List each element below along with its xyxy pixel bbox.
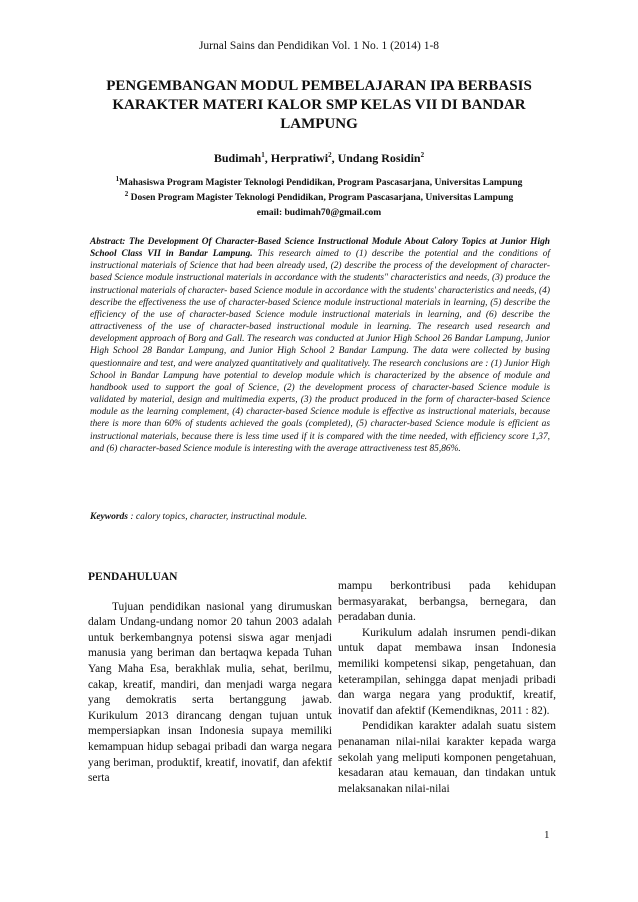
body-right-column bbox=[338, 579, 556, 797]
body-paragraph: Tujuan pendidikan nasional yang dirumuskan dalam Undang-undang nomor 20 tahun 2003 adalah untuk berkembangnya potensi siswa agar menjadi manusia yang beriman dan bertaqwa kepada Tuhan Yang Maha Esa, berakhlak mulia, sehat, berilmu, cakap, kreatif, mandiri, dan menjadi warga negara yang demokratis serta bertanggung jawab. Kurikulum 2013 dirancang dengan tujuan untuk mempersiapkan insan Indonesia supaya memiliki kemampuan hidup sebagai pribadi dan warga negara yang beriman, produktif, kreatif, inovatif, dan afektif serta bbox=[88, 600, 332, 785]
affiliation-mark: 1 bbox=[115, 174, 120, 183]
body-paragraph: Kurikulum adalah insrumen pendi-dikan untuk dapat membawa insan Indonesia memiliki kompetensi sikap, pengetahuan, dan keterampilan, sehingga dapat menjadi pribadi dan warga negara yang produktif, kreatif, inovatif dan afektif (Kemendiknas, 2011 : 82). bbox=[338, 626, 556, 717]
title-line-2: KARAKTER MATERI KALOR SMP KELAS VII DI BANDAR bbox=[112, 97, 526, 113]
keywords bbox=[90, 512, 550, 522]
author-separator: , bbox=[331, 151, 338, 165]
body-paragraph: Pendidikan karakter adalah suatu sistem penanaman nilai-nilai karakter kepada warga sekolah yang meliputi komponen pengetahuan, kesadaran atau kemauan, dan tindakan untuk melaksanakan nilai-nilai bbox=[338, 720, 556, 795]
author-name: Herpratiwi bbox=[270, 151, 329, 165]
keywords-text: : calory topics, character, instructinal module. bbox=[128, 512, 308, 522]
keywords-label: Keywords bbox=[90, 512, 128, 522]
abstract-label: Abstract: The Development Of Character-Based Science Instructional Module About Calory Topics at Junior High School Class VII in Bandar Lampung. bbox=[90, 237, 550, 260]
page-number: 1 bbox=[544, 829, 550, 841]
author-separator: , bbox=[264, 151, 271, 165]
author-email: email: budimah70@gmail.com bbox=[256, 208, 382, 218]
title-line-1: PENGEMBANGAN MODUL PEMBELAJARAN IPA BERBASIS bbox=[106, 78, 532, 94]
affiliation-1: $^1$Mahasiswa Program Magister Teknologi Pendidikan, Program Pascasarjana, Universitas Lampung bbox=[115, 174, 523, 188]
author-affiliation-mark: 1 bbox=[261, 151, 265, 159]
body-left-column bbox=[88, 570, 332, 787]
author-affiliation-mark: 2 bbox=[328, 151, 332, 159]
paper-title bbox=[80, 77, 558, 134]
title-line-3: LAMPUNG bbox=[280, 116, 358, 132]
author-name: Budimah bbox=[213, 151, 262, 165]
body-paragraph: mampu berkontribusi pada kehidupan bermasyarakat, berbangsa, bernegara, dan peradaban dunia. bbox=[338, 580, 556, 624]
author-list bbox=[0, 151, 638, 166]
affiliation-2: $^2$ Dosen Program Magister Teknologi Pendidikan, Program Pascasarjana, Universitas Lampung bbox=[124, 189, 514, 203]
author-affiliation-mark: 2 bbox=[420, 151, 425, 159]
affiliation-mark: 2 bbox=[124, 189, 129, 198]
author-name: Undang Rosidin bbox=[337, 151, 421, 165]
abstract bbox=[90, 236, 550, 455]
journal-header: Jurnal Sains dan Pendidikan Vol. 1 No. 1 (2014) 1-8 bbox=[198, 40, 440, 52]
abstract-text: This research aimed to (1) describe the potential and the conditions of instructional materials of Science that had been already used, (2) describe the process of the development of character-based Science module instructional materials in accordance with the students" characteristics and needs, (3) produce the instructional materials of character- based Science module in accordance with the students' characteristics and needs, (4) describe the effectiveness the use of character-based Science module instructional materials in learning, (5) describe the efficiency of the use of character-based Science module instructional materials in learning, and (6) describe the attractiveness of the use of character-based instructional module in learning. The research used research and development approach of Borg and Gall. The research was conducted at Junior High School 26 Bandar Lampung, Junior High School 28 Bandar Lampung, and Junior High School 2 Bandar Lampung. The data were collected by busing questionnaire and test, and were analyzed quantitatively and qualitatively. The research conclusions are : (1) Junior High School in Bandar Lampung have potential to develop module which is characterized by the absence of module and handbook used to support the goal of Science, (2) the development process of character-based Science module is validated by material, design and multimedia experts, (3) the product produced in the form of character-based Science module as the learning complement, (4) character-based Science module is effective as instructional materials, because there is more than 60% of students achieved the goals (completed), (5) character-based Science module is efficient as instructional materials, because there is less time used if it is compared with the time needed, with efficiency score 1,37, and (6) character-based Science module is interesting with the average attractiveness test 85,86%. bbox=[90, 249, 551, 454]
section-heading: PENDAHULUAN bbox=[88, 571, 178, 583]
